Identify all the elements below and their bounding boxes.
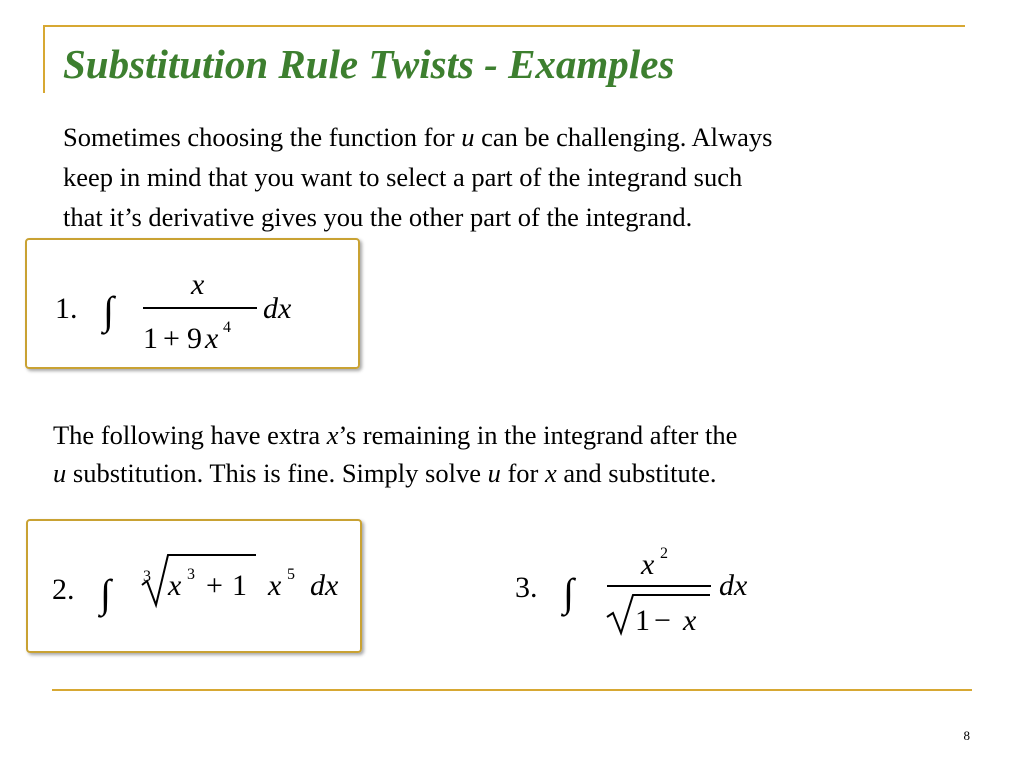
- example-1-math: [25, 238, 360, 369]
- svg-text:−: −: [654, 604, 671, 637]
- svg-text:1: 1: [143, 322, 158, 355]
- integral-sign: ∫: [563, 570, 574, 615]
- svg-text:x: x: [268, 569, 282, 602]
- left-rule: [43, 25, 45, 93]
- svg-text:5: 5: [287, 566, 295, 583]
- var-u: u: [487, 458, 501, 488]
- dx: dx: [719, 569, 748, 602]
- svg-text:3: 3: [187, 566, 195, 583]
- dx: dx: [263, 292, 292, 325]
- top-rule: [43, 25, 965, 27]
- svg-text:2: 2: [660, 545, 668, 562]
- var-u: u: [461, 122, 475, 152]
- var-x: x: [326, 420, 339, 450]
- intro-line-2: keep in mind that you want to select a part of the integrand such: [63, 162, 743, 192]
- svg-text:x: x: [168, 569, 182, 602]
- example-3-label: 3.: [515, 571, 538, 604]
- bottom-rule: [52, 689, 972, 691]
- integral-sign: ∫: [100, 571, 111, 616]
- svg-text:+: +: [206, 569, 223, 602]
- intro-paragraph: [63, 117, 993, 237]
- example-2-math: [26, 519, 366, 653]
- page-number: 8: [963, 728, 970, 743]
- svg-text:1: 1: [232, 569, 247, 602]
- example-1-label: 1.: [55, 292, 78, 325]
- dx: dx: [310, 569, 339, 602]
- svg-text:x: x: [683, 604, 697, 637]
- middle-paragraph: [53, 416, 993, 492]
- var-u: u: [53, 458, 67, 488]
- svg-text:x: x: [205, 322, 219, 355]
- svg-text:+: +: [163, 322, 180, 355]
- integral-sign: ∫: [103, 288, 114, 333]
- middle-line-2: u substitution. This is fine. Simply solve u for x and substitute.: [53, 458, 717, 488]
- example-3-math: [505, 530, 795, 645]
- svg-text:4: 4: [223, 319, 231, 336]
- slide-title: Substitution Rule Twists - Examples: [63, 41, 675, 87]
- intro-line-1: Sometimes choosing the function for u can be challenging. Always: [63, 122, 773, 152]
- middle-line-1: The following have extra x’s remaining in the integrand after the: [53, 420, 738, 450]
- intro-line-3: that it’s derivative gives you the other part of the integrand.: [63, 202, 693, 232]
- example-2-label: 2.: [52, 573, 75, 606]
- root-index: 3: [143, 568, 151, 585]
- svg-text:9: 9: [187, 322, 202, 355]
- svg-text:1: 1: [635, 604, 650, 637]
- numerator: x: [191, 268, 205, 301]
- svg-text:x: x: [641, 548, 655, 581]
- var-x: x: [545, 458, 557, 488]
